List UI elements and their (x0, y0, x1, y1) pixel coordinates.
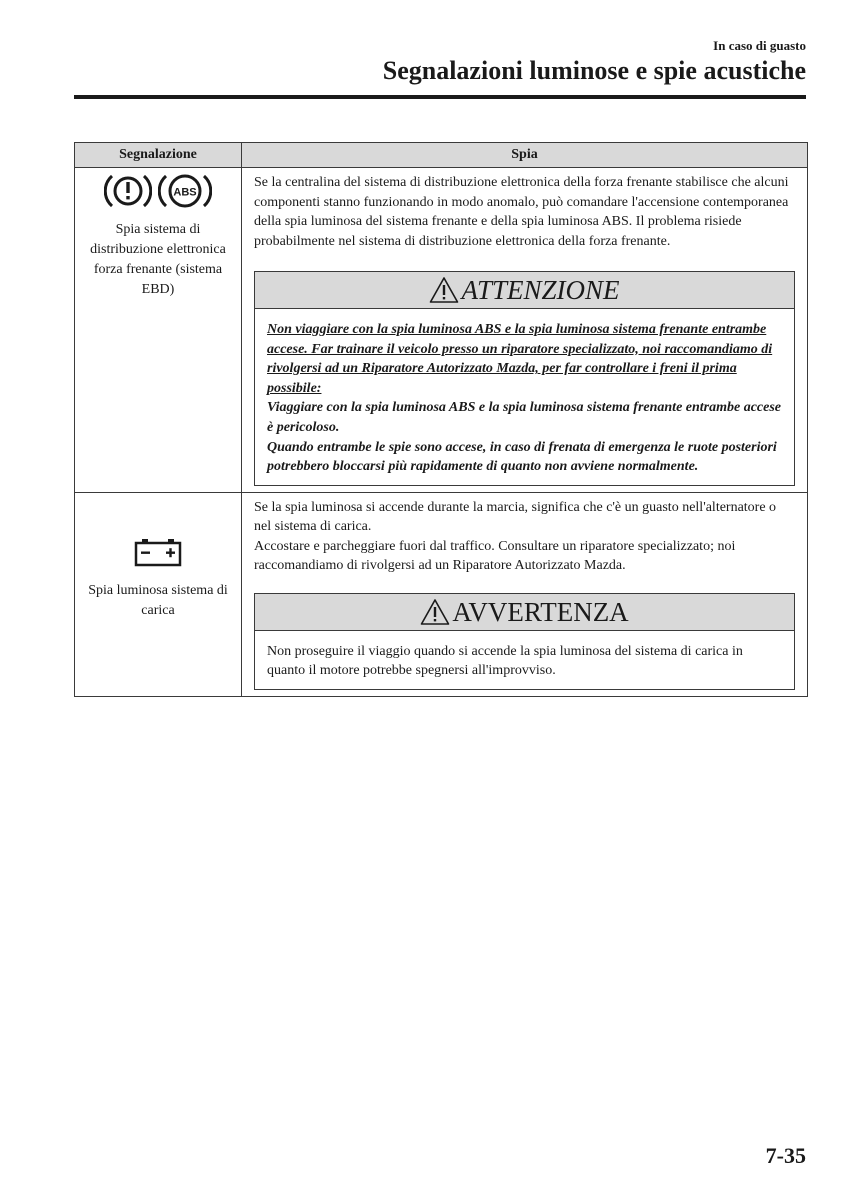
signal-cell (75, 492, 242, 696)
warning-body (255, 631, 794, 689)
title-rule (74, 95, 806, 99)
warning-lights-table (74, 142, 808, 697)
brake-warning-icon (104, 172, 152, 210)
warning-box (254, 593, 795, 690)
section-heading: In caso di guasto (713, 38, 806, 53)
description-text: Se la centralina del sistema di distribuzione elettronica della forza frenante stabilisce che alcuni componenti stanno funzionando in modo anomalo, può comandare l'accensione contemporanea della spia luminosa del sistema frenante e della spia luminosa ABS. Il problema risiede probabilmente nel sistema di distribuzione elettronica della forza frenante. (254, 175, 789, 249)
caution-paragraph: Non viaggiare con la spia luminosa ABS e la spia luminosa sistema frenante entrambe accese. Far trainare il veicolo presso un riparatore specializzato, noi raccomandiamo di rivolgersi ad un Riparatore Autorizzato Mazda, per far controllare i freni il prima possibile: (267, 322, 773, 396)
signal-caption: Spia luminosa sistema di carica (88, 582, 228, 618)
page-title: Segnalazioni luminose e spie acustiche (382, 56, 806, 85)
warning-triangle-icon (420, 598, 450, 626)
caution-header (255, 272, 794, 309)
ebd-icons (79, 172, 237, 210)
description-cell (242, 168, 808, 493)
caution-box (254, 271, 795, 486)
caution-paragraph: Quando entrambe le spie sono accese, in caso di frenata di emergenza le ruote posteriori potrebbero bloccarsi più rapidamente di quanto non avviene normalmente. (267, 439, 777, 475)
caution-body (255, 309, 794, 485)
table-header-row (75, 143, 808, 168)
column-header-spia: Spia (242, 143, 808, 168)
description-text: Accostare e parcheggiare fuori dal traffico. Consultare un riparatore specializzato; noi raccomandiamo di rivolgersi ad un Riparatore Autorizzato Mazda. (254, 538, 736, 574)
description-text: Se la spia luminosa si accende durante la marcia, significa che c'è un guasto nell'alternatore o nel sistema di carica. (254, 499, 777, 535)
column-header-segnalazione: Segnalazione (75, 143, 242, 168)
caution-title: ATTENZIONE (461, 275, 620, 305)
battery-warning-icon (134, 537, 182, 567)
warning-title: AVVERTENZA (452, 596, 629, 627)
warning-header (255, 594, 794, 631)
description-cell (242, 492, 808, 696)
signal-cell (75, 168, 242, 493)
page-number: 7-35 (765, 1143, 806, 1168)
abs-icon-text: ABS (173, 186, 197, 199)
signal-caption: Spia sistema di distribuzione elettronica forza frenante (sistema EBD) (90, 222, 226, 297)
table-row (75, 492, 808, 696)
warning-paragraph: Non proseguire il viaggio quando si accende la spia luminosa del sistema di carica in quanto il motore potrebbe spegnersi all'improvviso. (267, 643, 743, 679)
warning-triangle-icon (429, 276, 459, 304)
charge-icons (79, 537, 237, 567)
caution-paragraph: Viaggiare con la spia luminosa ABS e la spia luminosa sistema frenante entrambe accese è pericoloso. (267, 400, 782, 435)
table-row (75, 168, 808, 493)
abs-warning-icon (158, 172, 212, 210)
